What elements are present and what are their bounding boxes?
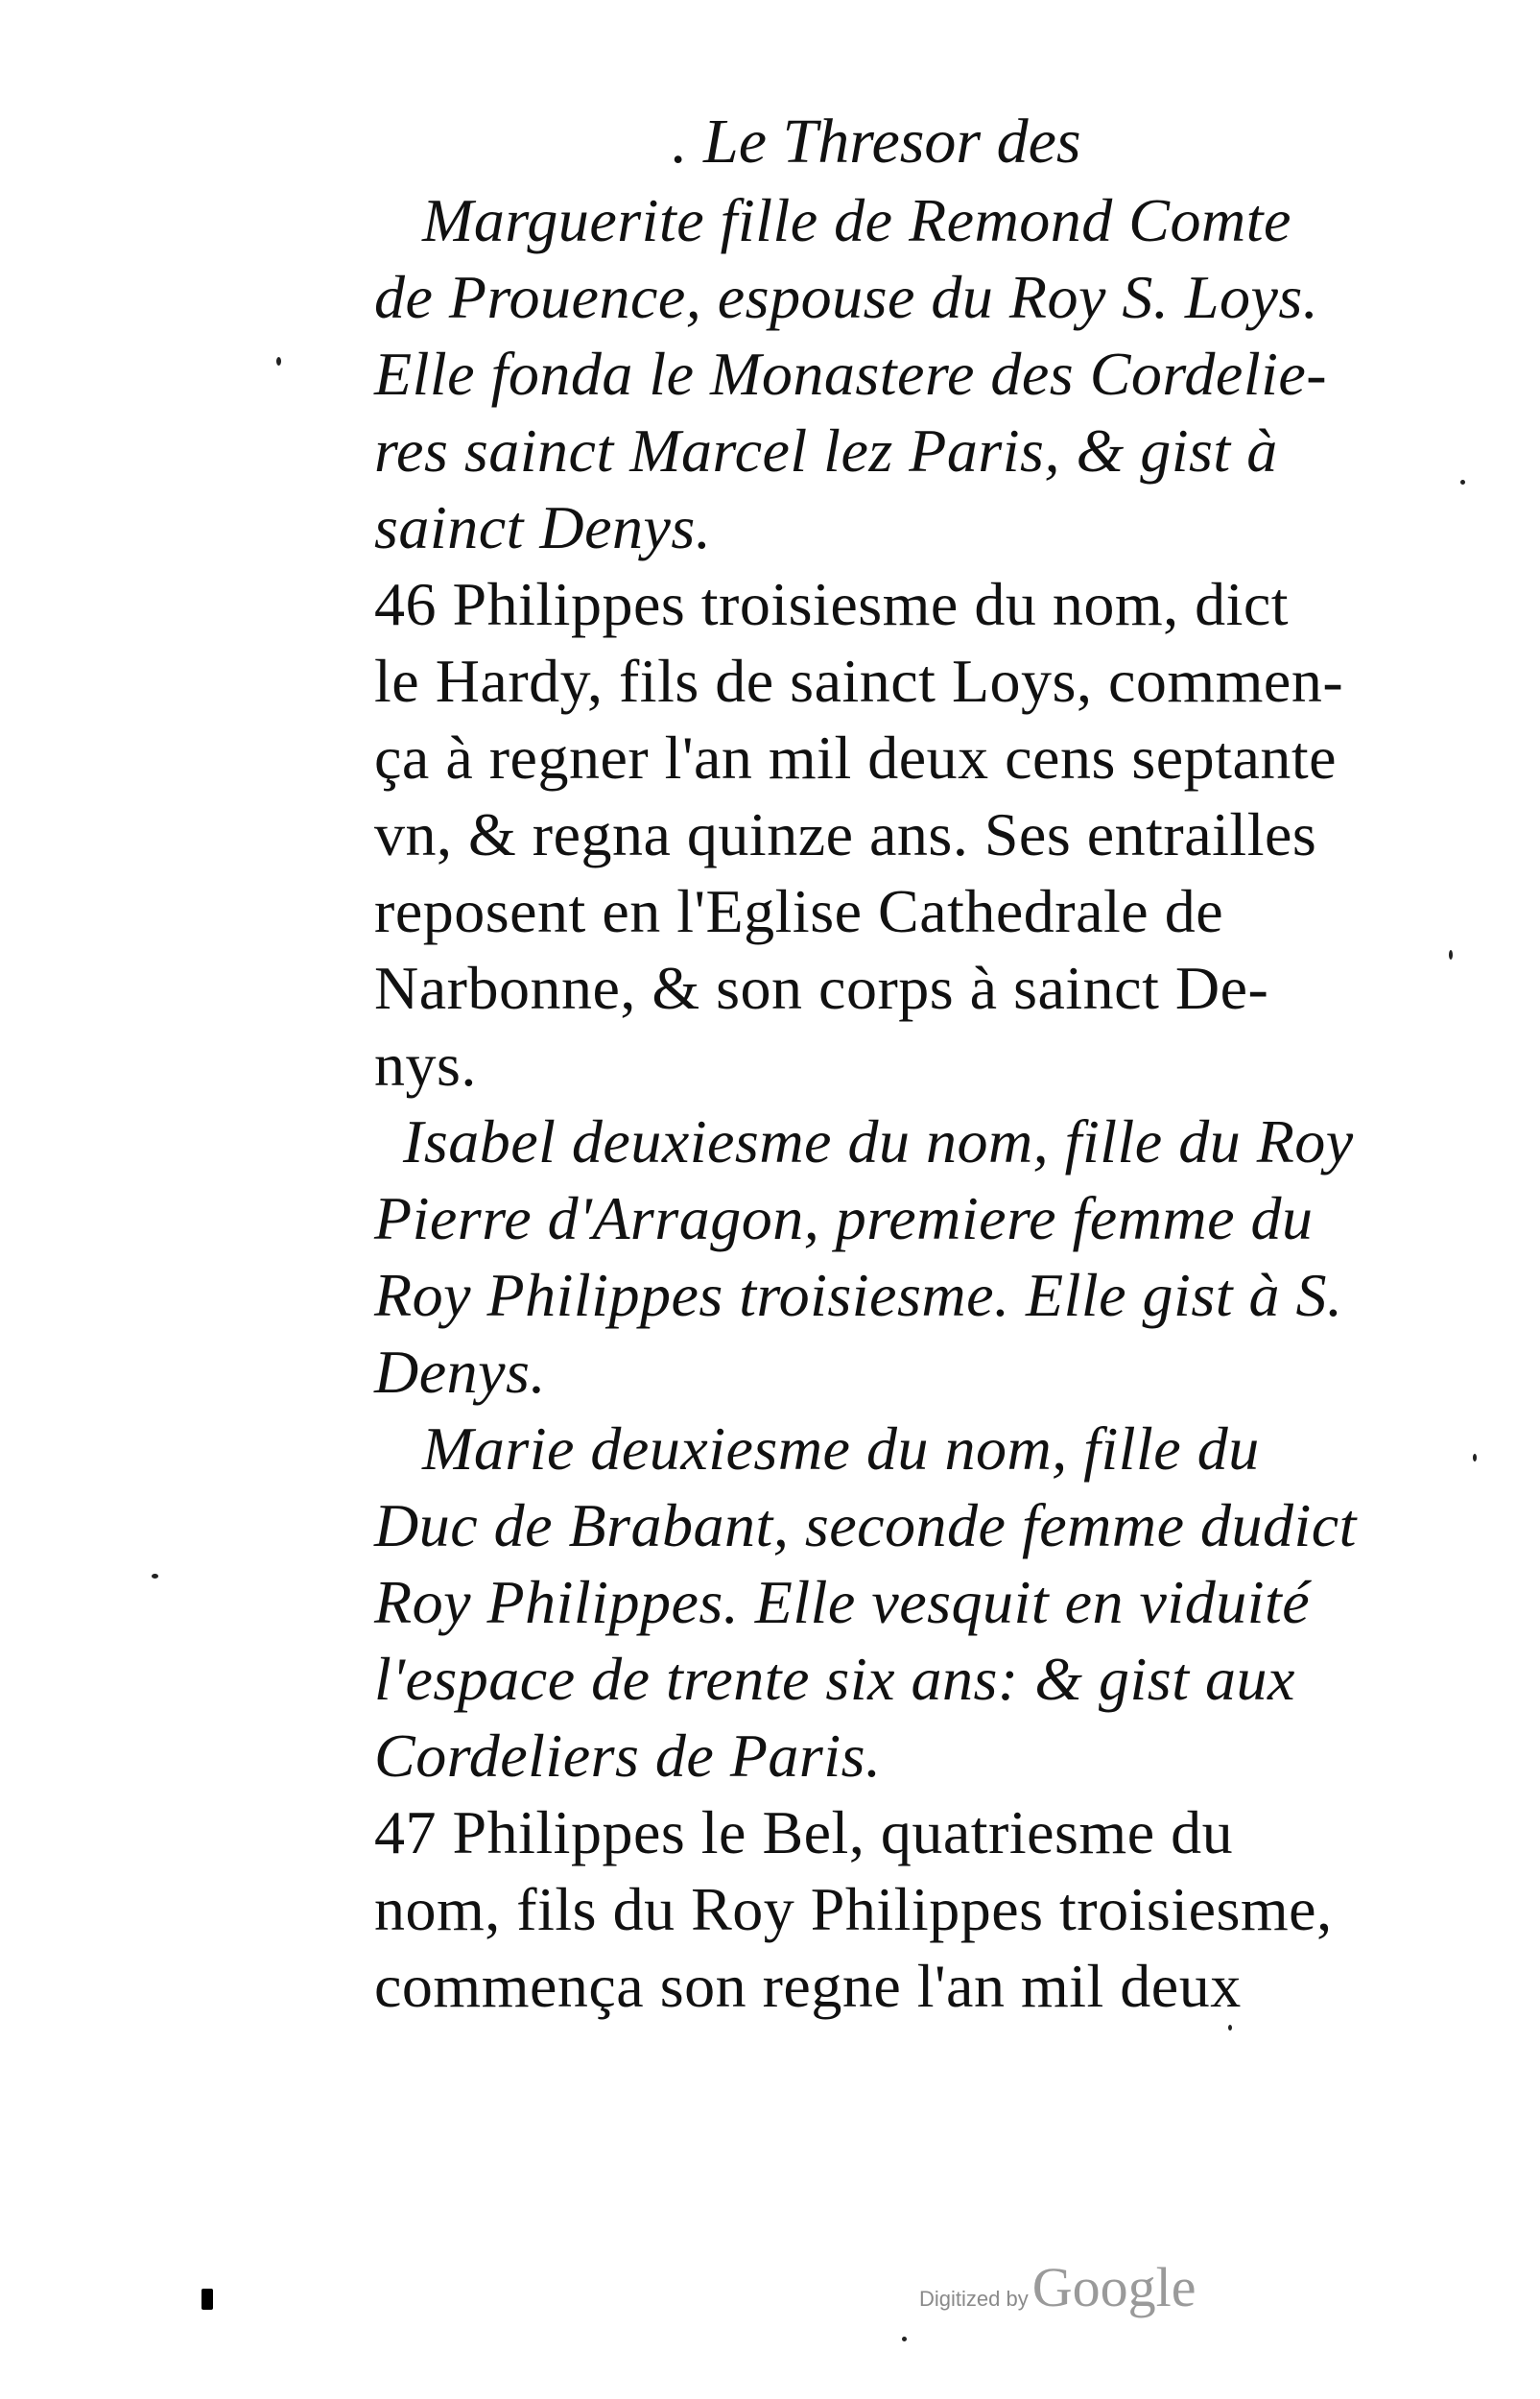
watermark-prefix: Digitized by	[919, 2287, 1029, 2311]
text-line: Isabel deuxiesme du nom, fille du Roy	[403, 1107, 1354, 1176]
body-text	[374, 182, 1382, 2025]
text-line: Roy Philippes troisiesme. Elle gist à S.	[374, 1261, 1343, 1329]
text-line: nys.	[374, 1031, 477, 1099]
scan-speck	[1473, 1454, 1477, 1461]
text-line: Marie deuxiesme du nom, fille du	[422, 1414, 1260, 1483]
scan-speck	[201, 2289, 213, 2310]
text-line: Roy Philippes. Elle vesquit en viduité	[374, 1568, 1311, 1636]
scan-speck	[276, 357, 281, 366]
text-line: commença son regne l'an mil deux	[374, 1952, 1242, 2020]
text-line: Marguerite fille de Remond Comte	[422, 186, 1291, 254]
text-line: de Prouence, espouse du Roy S. Loys.	[374, 263, 1319, 331]
scan-speck	[1449, 950, 1453, 960]
google-logo: Google	[1031, 2256, 1196, 2318]
text-line: sainct Denys.	[374, 493, 712, 561]
text-line: Elle fonda le Monastere des Cordelie-	[374, 340, 1328, 408]
text-line: l'espace de trente six ans: & gist aux	[374, 1645, 1295, 1713]
text-line: Cordeliers de Paris.	[374, 1722, 882, 1790]
scan-speck	[1228, 2025, 1232, 2031]
scan-speck	[902, 2337, 907, 2341]
text-line: Denys.	[374, 1338, 546, 1406]
text-line: nom, fils du Roy Philippes troisiesme,	[374, 1875, 1333, 1943]
text-line: Duc de Brabant, seconde femme dudict	[374, 1491, 1357, 1559]
scan-speck	[152, 1574, 158, 1579]
text-line: 46 Philippes troisiesme du nom, dict	[374, 570, 1290, 638]
text-line: vn, & regna quinze ans. Ses entrailles	[374, 800, 1317, 868]
text-line: reposent en l'Eglise Cathedrale de	[374, 877, 1224, 945]
text-line: ça à regner l'an mil deux cens septante	[374, 724, 1338, 792]
text-line: 47 Philippes le Bel, quatriesme du	[374, 1798, 1234, 1866]
running-header: . Le Thresor des	[672, 107, 1081, 177]
text-line: le Hardy, fils de sainct Loys, commen-	[374, 647, 1344, 715]
text-line: Pierre d'Arragon, premiere femme du	[374, 1184, 1314, 1252]
google-watermark	[919, 2255, 1226, 2322]
text-line: res sainct Marcel lez Paris, & gist à	[374, 416, 1278, 485]
scan-speck	[1460, 480, 1465, 485]
text-line: Narbonne, & son corps à sainct De-	[374, 954, 1269, 1022]
